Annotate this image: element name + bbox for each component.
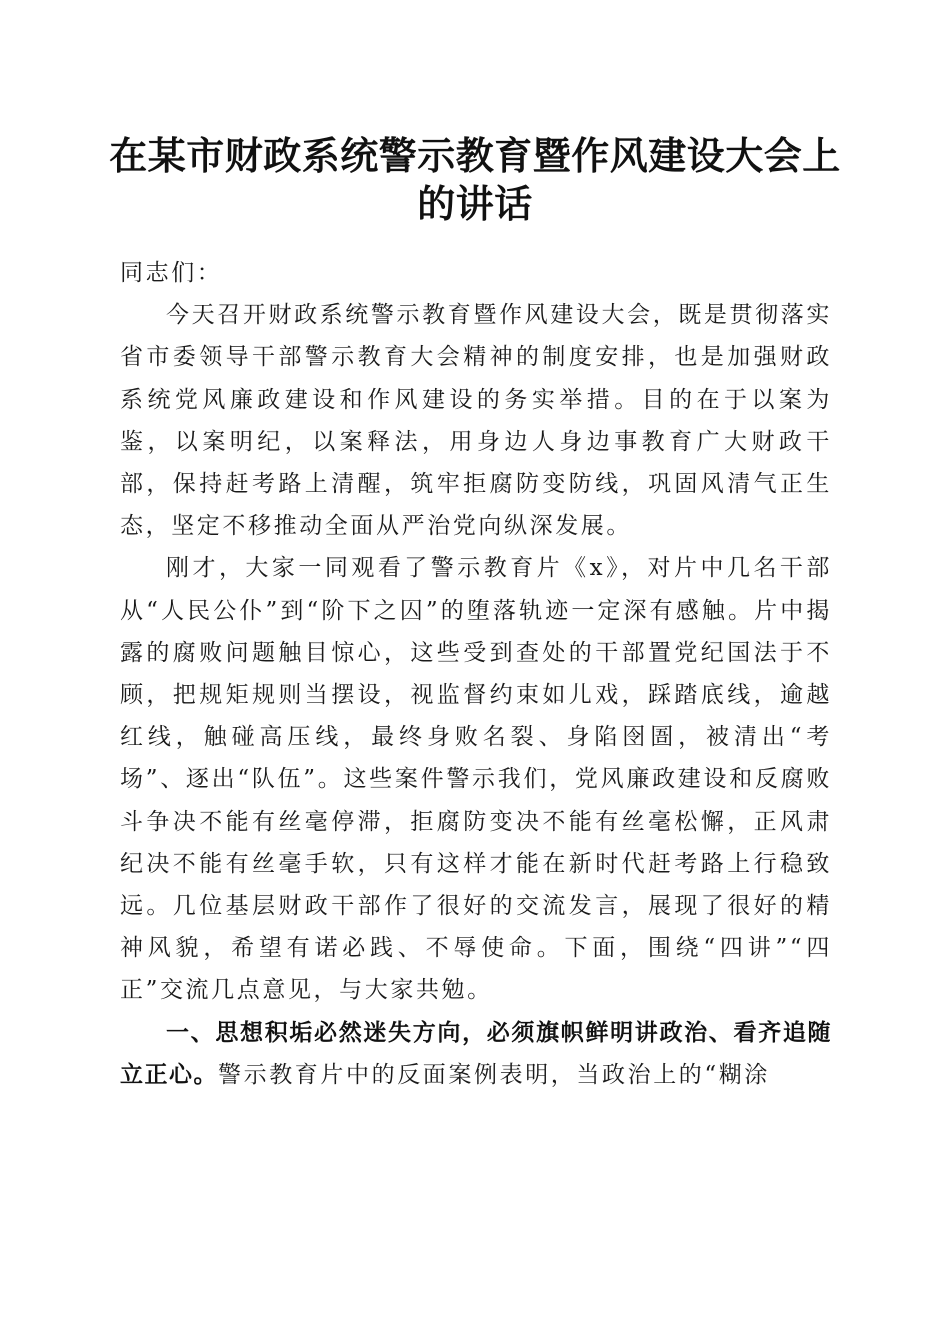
document-title: 在某市财政系统警示教育暨作风建设大会上的讲话 [109, 133, 841, 226]
document-body [120, 252, 832, 1096]
section-1-text: 警示教育片中的反面案例表明，当政治上的“糊涂 [218, 1061, 770, 1088]
paragraph-warning-film: 刚才，大家一同观看了警示教育片《x》，对片中几名干部从“人民公仆”到“阶下之囚”的堕落轨迹一定深有感触。片中揭露的腐败问题触目惊心，这些受到查处的干部置党纪国法于不顾，把规矩规则当摆设，视监督约束如儿戏，踩踏底线，逾越红线，触碰高压线，最终身败名裂、身陷囹圄，被清出“考场”、逐出“队伍”。这些案件警示我们，党风廉政建设和反腐败斗争决不能有丝毫停滞，拒腐防变决不能有丝毫松懈，正风肃纪决不能有丝毫手软，只有这样才能在新时代赶考路上行稳致远。几位基层财政干部作了很好的交流发言，展现了很好的精神风貌，希望有诺必践、不辱使命。下面，围绕“四讲”“四正”交流几点意见，与大家共勉。 [120, 555, 832, 1004]
salutation: 同志们： [120, 260, 223, 286]
paragraph-opening: 今天召开财政系统警示教育暨作风建设大会，既是贯彻落实省市委领导干部警示教育大会精神的制度安排，也是加强财政系统党风廉政建设和作风建设的务实举措。目的在于以案为鉴，以案明纪，以案释法，用身边人身边事教育广大财政干部，保持赶考路上清醒，筑牢拒腐防变防线，巩固风清气正生态，坚定不移推动全面从严治党向纵深发展。 [120, 302, 832, 540]
section-1-heading: 一、思想积垢必然迷失方向，必须旗帜鲜明讲政治、看齐追随立正心。 [120, 1019, 832, 1088]
section-1-paragraph [120, 1012, 832, 1096]
